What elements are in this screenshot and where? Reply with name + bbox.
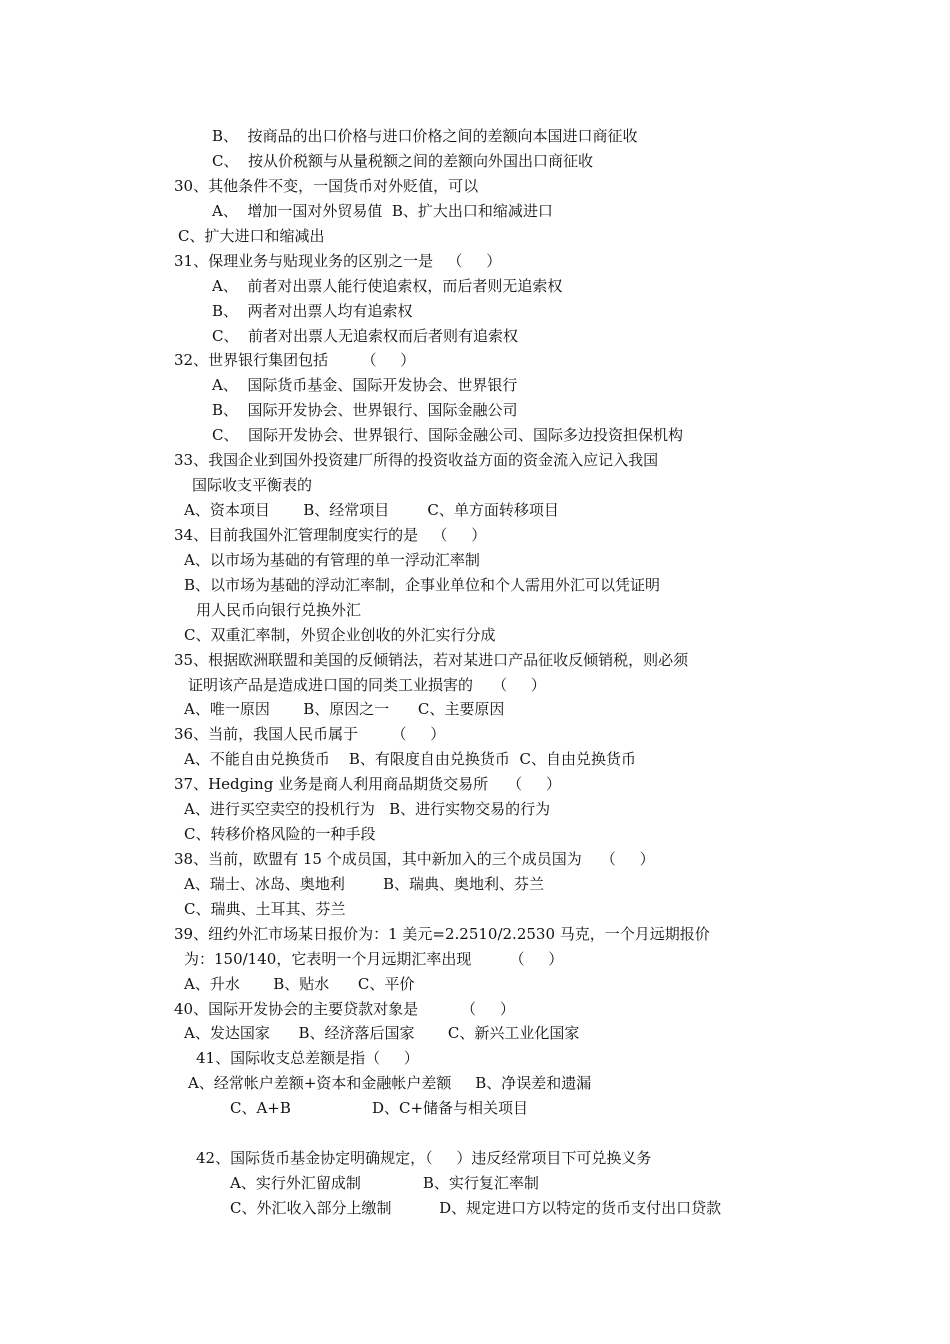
question-35: 35、根据欧洲联盟和美国的反倾销法，若对某进口产品征收反倾销税，则必须	[174, 651, 689, 669]
options-q40: A、发达国家 B、经济落后国家 C、新兴工业化国家	[184, 1024, 580, 1042]
option-c-q29: C、 按从价税额与从量税额之间的差额向外国出口商征收	[212, 152, 594, 170]
option-b-q31: B、 两者对出票人均有追索权	[212, 302, 413, 320]
options-ab-q37: A、进行买空卖空的投机行为 B、进行实物交易的行为	[184, 800, 551, 818]
options-ab-q38: A、瑞士、冰岛、奥地利 B、瑞典、奥地利、芬兰	[184, 875, 545, 893]
options-ab-q42: A、实行外汇留成制 B、实行复汇率制	[230, 1174, 539, 1192]
question-34: 34、目前我国外汇管理制度实行的是 （ ）	[174, 526, 487, 544]
question-31: 31、保理业务与贴现业务的区别之一是 （ ）	[174, 252, 502, 270]
options-ab-q41: A、经常帐户差额+资本和金融帐户差额 B、净误差和遗漏	[188, 1074, 592, 1092]
question-38: 38、当前，欧盟有 15 个成员国，其中新加入的三个成员国为 （ ）	[174, 850, 655, 868]
options-q33: A、资本项目 B、经常项目 C、单方面转移项目	[184, 501, 559, 519]
option-c-q31: C、 前者对出票人无追索权而后者则有追索权	[212, 327, 519, 345]
question-42: 42、国际货币基金协定明确规定，（ ）违反经常项目下可兑换义务	[196, 1149, 652, 1167]
question-33-cont: 国际收支平衡表的	[192, 476, 313, 494]
question-37: 37、Hedging 业务是商人利用商品期货交易所 （ ）	[174, 775, 561, 793]
option-b-q29: B、 按商品的出口价格与进口价格之间的差额向本国进口商征收	[212, 127, 638, 145]
option-c-q34: C、双重汇率制，外贸企业创收的外汇实行分成	[184, 626, 496, 644]
question-32: 32、世界银行集团包括 （ ）	[174, 351, 416, 369]
question-35-cont: 证明该产品是造成进口国的同类工业损害的 （ ）	[188, 676, 546, 694]
options-q36: A、不能自由兑换货币 B、有限度自由兑换货币 C、自由兑换货币	[184, 750, 636, 768]
question-40: 40、国际开发协会的主要贷款对象是 （ ）	[174, 1000, 515, 1018]
option-c-q30: C、扩大进口和缩减出	[178, 227, 325, 245]
options-q35: A、唯一原因 B、原因之一 C、主要原因	[184, 700, 505, 718]
question-41: 41、国际收支总差额是指（ ）	[196, 1049, 419, 1067]
option-b-q34-cont: 用人民币向银行兑换外汇	[196, 601, 362, 619]
options-cd-q41: C、A+B D、C+储备与相关项目	[230, 1099, 529, 1117]
question-33: 33、我国企业到国外投资建厂所得的投资收益方面的资金流入应记入我国	[174, 451, 659, 469]
option-c-q38: C、瑞典、土耳其、芬兰	[184, 900, 346, 918]
question-30: 30、其他条件不变，一国货币对外贬值，可以	[174, 177, 479, 195]
option-b-q32: B、 国际开发协会、世界银行、国际金融公司	[212, 401, 518, 419]
options-ab-q30: A、 增加一国对外贸易值 B、扩大出口和缩减进口	[212, 202, 553, 220]
option-c-q37: C、转移价格风险的一种手段	[184, 825, 376, 843]
option-c-q32: C、 国际开发协会、世界银行、国际金融公司、国际多边投资担保机构	[212, 426, 684, 444]
option-a-q34: A、以市场为基础的有管理的单一浮动汇率制	[184, 551, 480, 569]
question-36: 36、当前，我国人民币属于 （ ）	[174, 725, 446, 743]
option-a-q31: A、 前者对出票人能行使追索权，而后者则无追索权	[212, 277, 563, 295]
question-39: 39、纽约外汇市场某日报价为：1 美元=2.2510/2.2530 马克，一个月远期报价	[174, 925, 710, 943]
options-cd-q42: C、外汇收入部分上缴制 D、规定进口方以特定的货币支付出口贷款	[230, 1199, 722, 1217]
options-q39: A、升水 B、贴水 C、平价	[184, 975, 415, 993]
option-a-q32: A、 国际货币基金、国际开发协会、世界银行	[212, 376, 518, 394]
option-b-q34: B、以市场为基础的浮动汇率制，企事业单位和个人需用外汇可以凭证明	[184, 576, 661, 594]
question-39-cont: 为：150/140，它表明一个月远期汇率出现 （ ）	[184, 950, 564, 968]
